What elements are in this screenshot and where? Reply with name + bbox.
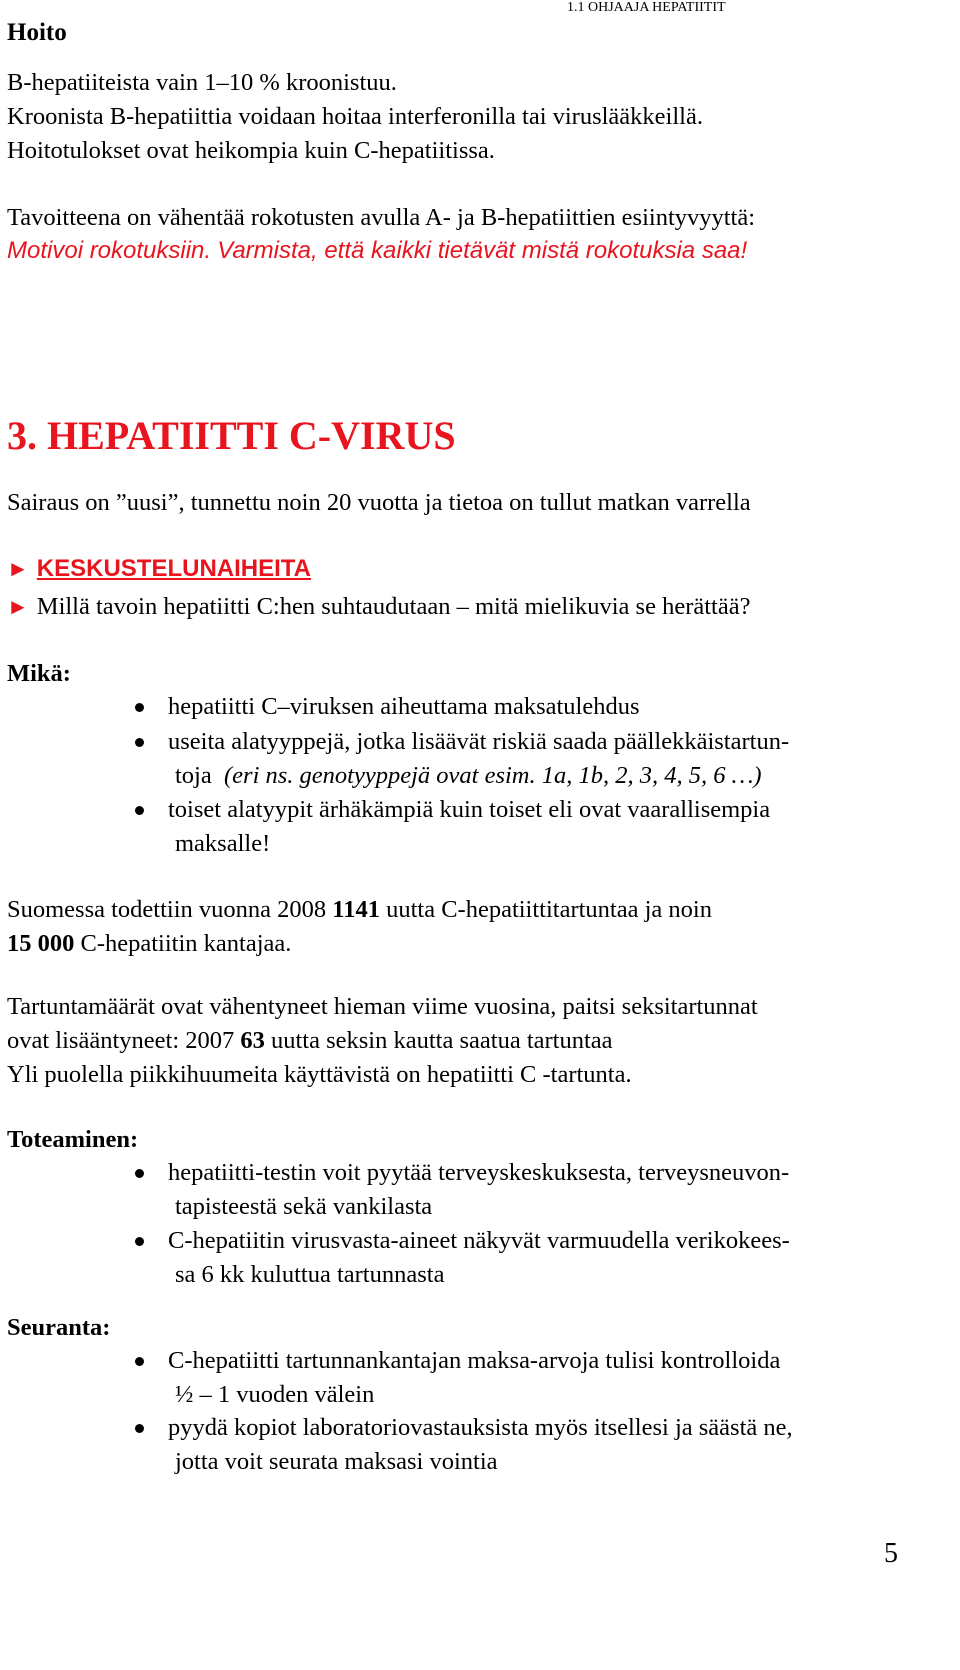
hoito-red-note — [7, 234, 747, 268]
mika-bullet-2-line-2 — [175, 759, 762, 793]
section3-intro: Sairaus on ”uusi”, tunnettu noin 20 vuotta ja tietoa on tullut matkan varrella — [7, 489, 751, 516]
mika-bullet-2-plain: toja — [175, 762, 212, 789]
discussion-question-line — [7, 590, 751, 624]
stats-text: uutta seksin kautta saatua tartuntaa — [264, 1027, 613, 1054]
hoito-line-1: B-hepatiiteista vain 1–10 % kroonistuu. — [7, 69, 397, 96]
verify-text: Varmista, että kaikki tietävät mistä rokotuksia saa! — [217, 237, 748, 264]
mika-bullet-3-line-2: maksalle! — [175, 830, 271, 857]
stats-line-1 — [7, 893, 712, 927]
hoito-line-2: Kroonista B-hepatiittia voidaan hoitaa interferonilla tai viruslääkkeillä. — [7, 103, 703, 130]
section-title-hoito: Hoito — [7, 19, 67, 46]
seuranta-bullet-1-line-1: C-hepatiitti tartunnankantajan maksa-arvoja tulisi kontrolloida — [168, 1347, 781, 1374]
new-infections-count: 1141 — [332, 896, 380, 923]
genotype-note: (eri ns. genotyyppejä ovat esim. 1a, 1b, 2, 3, 4, 5, 6 …) — [224, 762, 762, 789]
stats-text: C-hepatiitin kantajaa. — [74, 930, 292, 957]
stats-text: Suomessa todettiin vuonna 2008 — [7, 896, 333, 923]
triangle-right-icon: ► — [7, 556, 29, 581]
discussion-header — [7, 552, 311, 586]
toteaminen-bullet-1-line-2: tapisteestä sekä vankilasta — [175, 1193, 433, 1220]
hoito-line-3: Hoitotulokset ovat heikompia kuin C-hepatiitissa. — [7, 137, 495, 164]
discussion-question: Millä tavoin hepatiitti C:hen suhtaudutaan – mitä mielikuvia se herättää? — [36, 593, 751, 620]
running-header: 1.1 OHJAAJA HEPATIITIT — [567, 0, 726, 15]
sexual-infections-count: 63 — [240, 1027, 265, 1054]
toteaminen-bullet-1-line-1: hepatiitti-testin voit pyytää terveyskeskuksesta, terveysneuvon- — [168, 1159, 790, 1186]
bullet-icon — [135, 1357, 144, 1366]
triangle-right-icon: ► — [7, 594, 29, 619]
toteaminen-bullet-2-line-2: sa 6 kk kuluttua tartunnasta — [175, 1261, 445, 1288]
stats-text: ovat lisääntyneet: 2007 — [7, 1027, 241, 1054]
bullet-icon — [135, 1169, 144, 1178]
motivate-text: Motivoi rokotuksiin. — [7, 237, 212, 264]
page-number: 5 — [884, 1538, 898, 1569]
seuranta-label: Seuranta: — [7, 1314, 111, 1341]
bullet-icon — [135, 1237, 144, 1246]
section-heading-hepatitis-c: 3. HEPATIITTI C-VIRUS — [7, 413, 456, 458]
mika-bullet-2-line-1: useita alatyyppejä, jotka lisäävät riskiä saada päällekkäistartun- — [168, 728, 790, 755]
hoito-goal: Tavoitteena on vähentää rokotusten avulla A- ja B-hepatiittien esiintyvyyttä: — [7, 204, 756, 231]
trend-line-2 — [7, 1024, 613, 1058]
trend-line-3: Yli puolella piikkihuumeita käyttävistä on hepatiitti C -tartunta. — [7, 1061, 632, 1088]
mika-label: Mikä: — [7, 660, 71, 687]
carriers-count: 15 000 — [7, 930, 75, 957]
trend-line-1: Tartuntamäärät ovat vähentyneet hieman viime vuosina, paitsi seksitartunnat — [7, 993, 758, 1020]
bullet-icon — [135, 703, 144, 712]
seuranta-bullet-1-line-2: ½ – 1 vuoden välein — [175, 1381, 375, 1408]
stats-text: uutta C-hepatiittitartuntaa ja noin — [379, 896, 712, 923]
discussion-label: KESKUSTELUNAIHEITA — [36, 555, 312, 582]
seuranta-bullet-2-line-1: pyydä kopiot laboratoriovastauksista myös itsellesi ja säästä ne, — [168, 1414, 793, 1441]
bullet-icon — [135, 1424, 144, 1433]
mika-bullet-1: hepatiitti C–viruksen aiheuttama maksatulehdus — [168, 693, 640, 720]
bullet-icon — [135, 806, 144, 815]
stats-line-2 — [7, 927, 291, 961]
mika-bullet-3-line-1: toiset alatyypit ärhäkämpiä kuin toiset eli ovat vaarallisempia — [168, 796, 771, 823]
bullet-icon — [135, 738, 144, 747]
toteaminen-bullet-2-line-1: C-hepatiitin virusvasta-aineet näkyvät varmuudella verikokees- — [168, 1227, 790, 1254]
seuranta-bullet-2-line-2: jotta voit seurata maksasi vointia — [175, 1448, 498, 1475]
toteaminen-label: Toteaminen: — [7, 1126, 139, 1153]
